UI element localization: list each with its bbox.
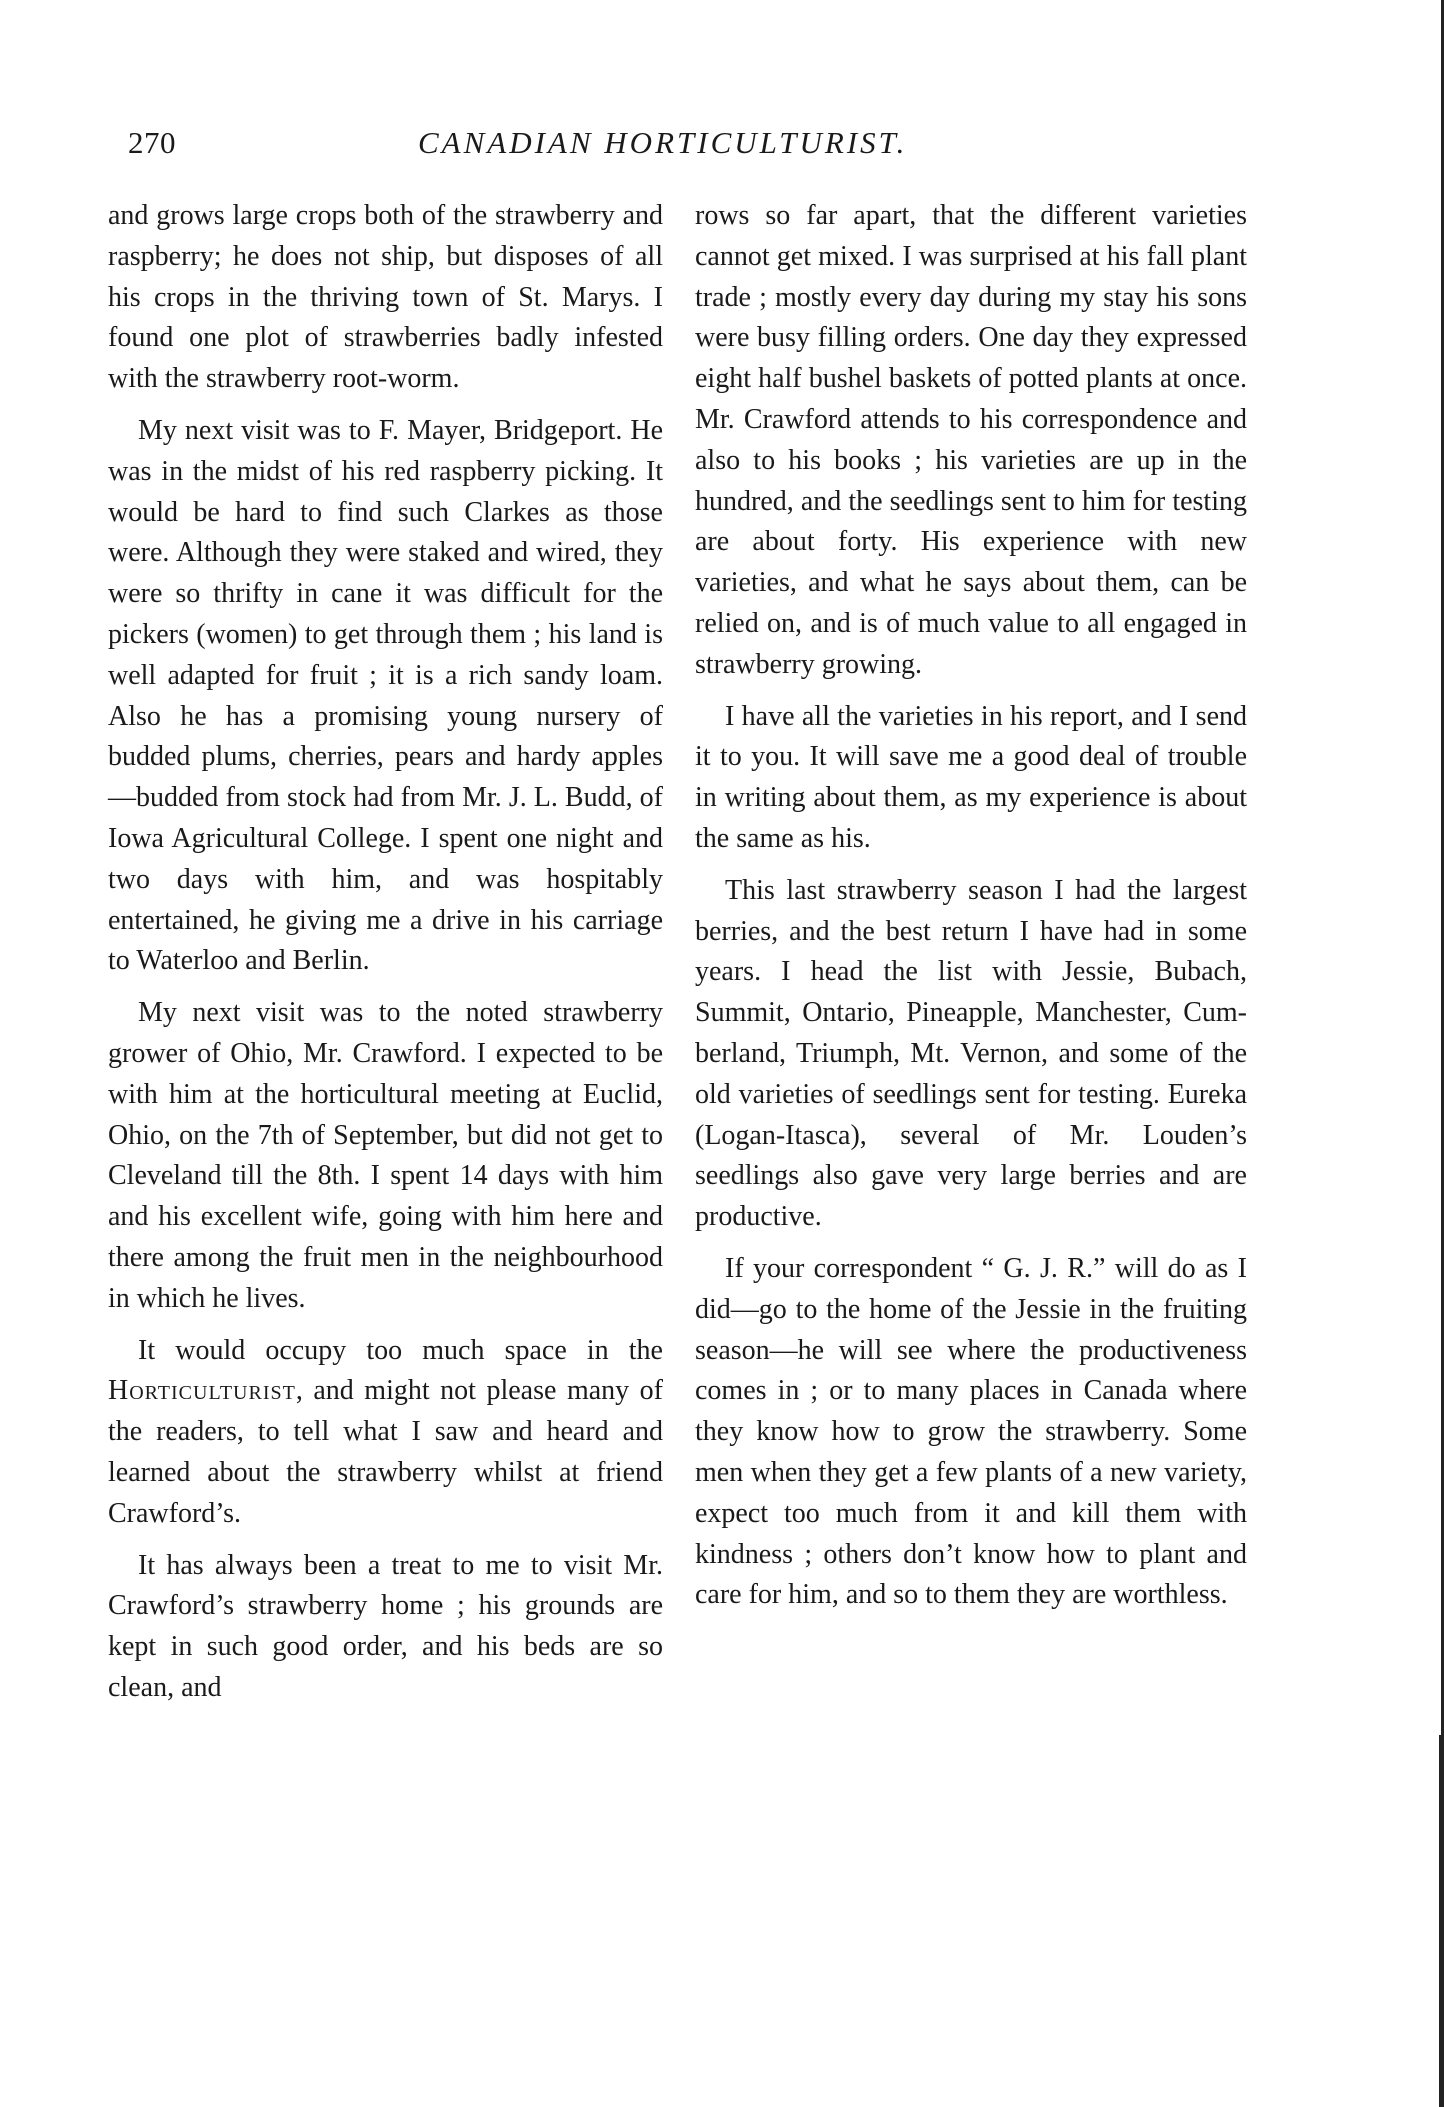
paragraph: and grows large crops both of the strawberry and raspberry; he does not ship, but disposes of all his crops in the thriving town of St. Marys. I found one plot of strawberries badly infested with the strawberry root-worm. — [108, 200, 663, 395]
paragraph: If your correspondent “ G. J. R.” will do as I did—go to the home of the Jessie in the fruiting season—he will see where the productiveness comes in ; or to many places in Canada where they know how to grow the strawberry. Some men when they get a few plants of a new variety, expect too much from it and kill them with kindness ; others don’t know how to plant and care for him, and so to them they are worthless. — [695, 1252, 1247, 1611]
page-number: 270 — [128, 125, 176, 160]
paragraph-text: It would occupy too much space in the — [138, 1334, 663, 1366]
journal-name: Horticulturist — [108, 1375, 296, 1407]
paragraph: My next visit was to F. Mayer, Bridgeport. He was in the midst of his red raspberry picking. It would be hard to find such Clarkes as those were. Although they were staked and wired, they were so thrifty in cane it was difficult for the pickers (women) to get through them ; his land is well adapted for fruit ; it is a rich sandy loam. Also he has a promising young nursery of budded plums, cherries, pears and hardy apples—budded from stock had from Mr. J. L. Budd, of Iowa Agricultural College. I spent one night and two days with him, and was hospitably entertained, he giving me a drive in his carriage to Waterloo and Berlin. — [108, 414, 663, 977]
paragraph-text: , and might not please many of the readers, to tell what I saw and heard and learned about the strawberry whilst at friend Crawford’s. — [108, 1375, 663, 1529]
paragraph: rows so far apart, that the different varieties cannot get mixed. I was surprised at his fall plant trade ; mostly every day during my stay his sons were busy filling orders. One day they expressed eight half bushel baskets of potted plants at once. Mr. Crawford attends to his correspondence and also to his books ; his varieties are up in the hundred, and the seedlings sent to him for testing are about forty. His experience with new varieties, and what he says about them, can be relied on, and is of much value to all engaged in strawberry growing. — [695, 200, 1247, 680]
paragraph: This last strawberry season I had the largest berries, and the best return I have had in some years. I head the list with Jessie, Bubach, Summit, Ontario, Pineapple, Manchester, Cumberland, Triumph, Mt. Vernon, and some of the old varieties of seedlings sent for testing. Eureka (Logan-Itasca), several of Mr. Louden’s seedlings also gave very large berries and are productive. — [695, 874, 1247, 1233]
paragraph: It has always been a treat to me to visit Mr. Crawford’s strawberry home ; his grounds are kept in such good order, and his beds are so clean, and — [108, 1549, 663, 1703]
page-edge-line-thick — [1439, 1735, 1444, 2107]
paragraph: I have all the varieties in his report, and I send it to you. It will save me a good deal of trouble in writing about them, as my experience is about the same as his. — [695, 700, 1247, 854]
right-column — [695, 196, 1247, 1627]
running-head: CANADIAN HORTICULTURIST. — [418, 125, 908, 160]
paragraph: My next visit was to the noted strawberry grower of Ohio, Mr. Crawford. I expected to be with him at the horticultural meeting at Euclid, Ohio, on the 7th of September, but did not get to Cleveland till the 8th. I spent 14 days with him and his excellent wife, going with him here and there among the fruit men in the neighbourhood in which he lives. — [108, 997, 663, 1314]
paragraph — [108, 1331, 663, 1535]
left-column — [108, 196, 663, 1720]
